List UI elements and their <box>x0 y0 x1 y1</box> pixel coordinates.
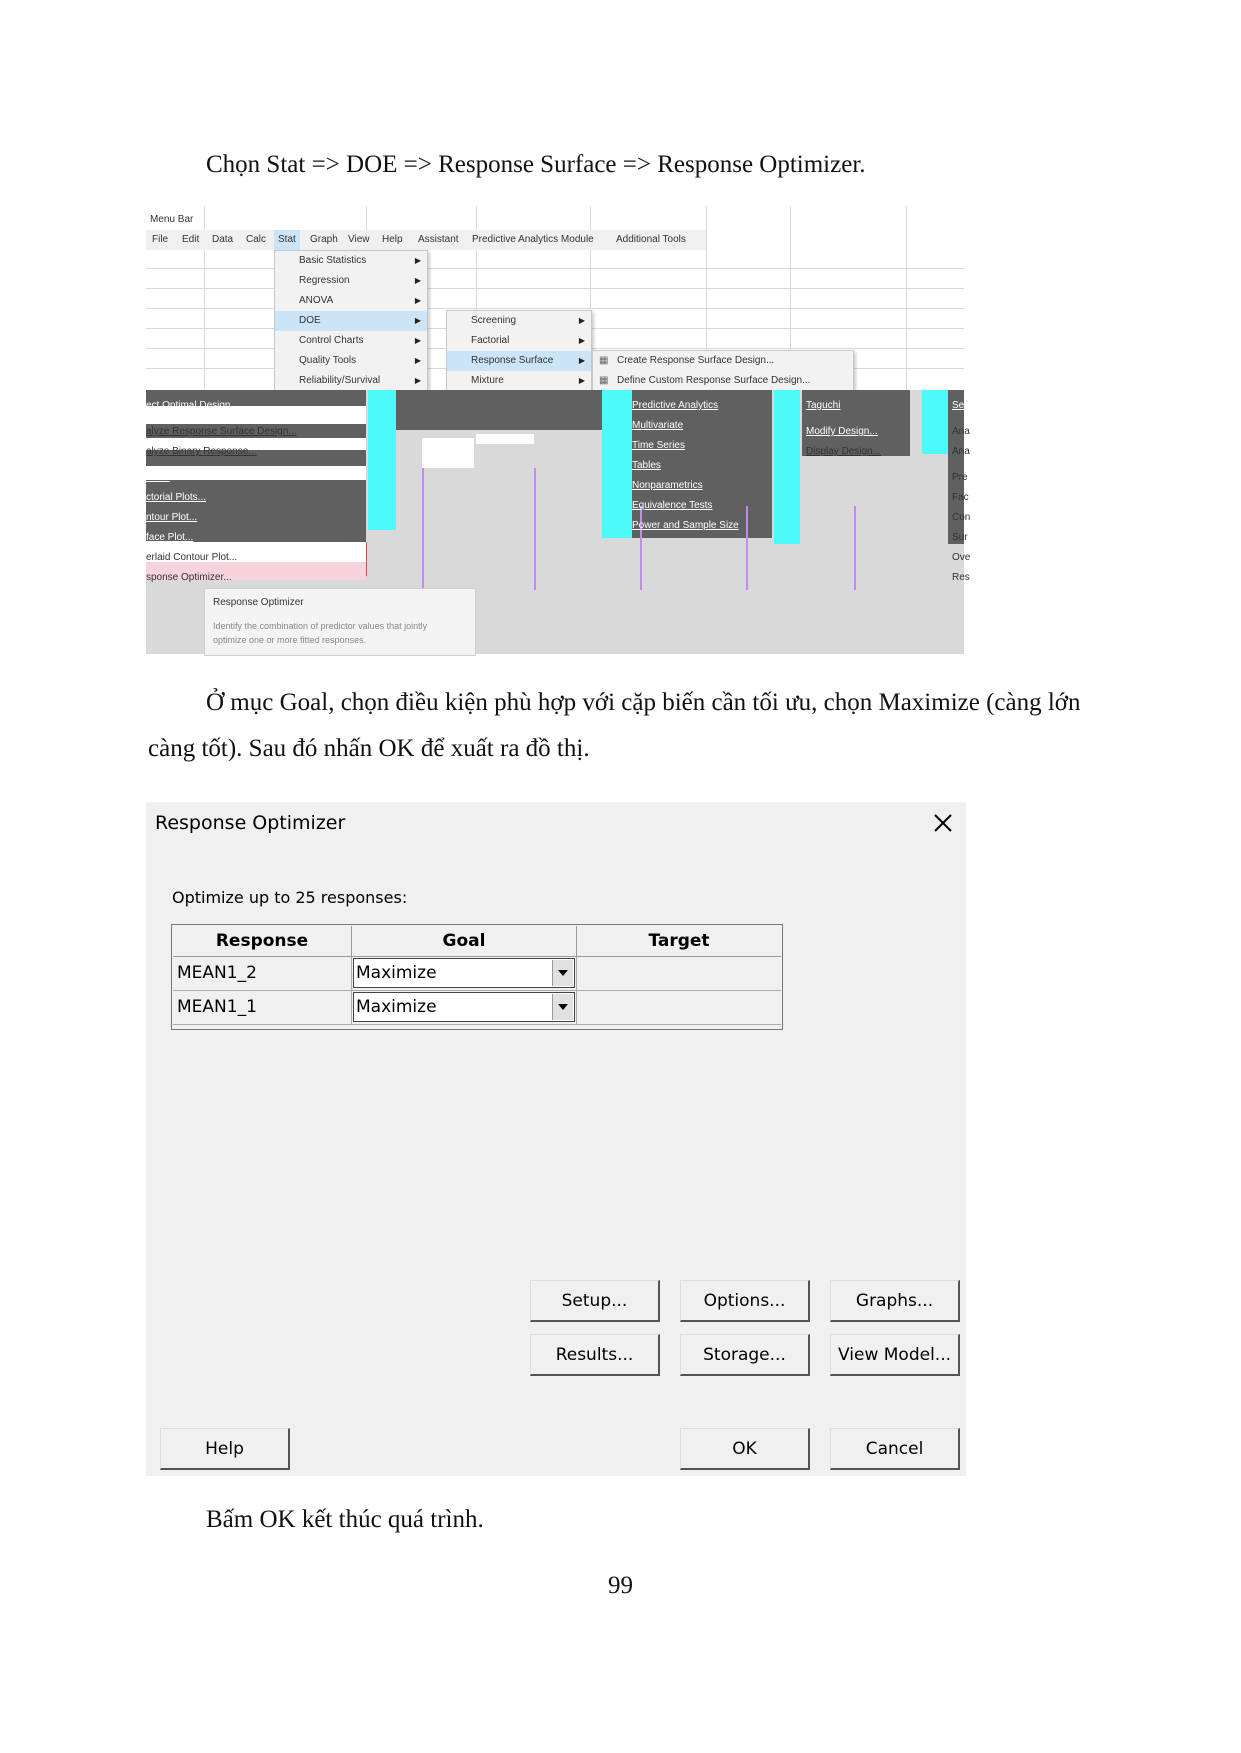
glitch-item: ect Optimal Design... <box>146 400 239 411</box>
table-cell-goal <box>352 957 577 991</box>
glitch-item: Taguchi <box>806 400 841 411</box>
glitch-item: Nonparametrics <box>632 480 703 491</box>
column-header-goal: Goal <box>352 926 577 957</box>
help-button[interactable]: Help <box>160 1428 290 1470</box>
menu-file[interactable]: File <box>152 234 169 245</box>
menu-assistant[interactable]: Assistant <box>418 234 459 245</box>
menu-graph[interactable]: Graph <box>310 234 338 245</box>
glitch-item: Modify Design... <box>806 426 878 437</box>
minitab-menu-screenshot <box>146 206 971 654</box>
column-header-target: Target <box>577 926 781 957</box>
menu-predictive-analytics[interactable]: Predictive Analytics Module <box>472 234 594 245</box>
goal-select[interactable]: Maximize <box>353 992 575 1022</box>
menu-calc[interactable]: Calc <box>246 234 267 245</box>
stat-item-basic-statistics[interactable]: Basic Statistics ▶ <box>299 255 421 266</box>
glitch-item: ctorial Plots... <box>146 492 207 503</box>
cancel-button[interactable]: Cancel <box>830 1428 960 1470</box>
setup-button[interactable]: Setup... <box>530 1280 660 1322</box>
glitch-item: Equivalence Tests <box>632 500 713 511</box>
glitch-item: Time Series <box>632 440 685 451</box>
responses-table <box>171 924 783 1030</box>
glitch-edge: Con <box>952 512 971 523</box>
graphs-button[interactable]: Graphs... <box>830 1280 960 1322</box>
menubar-title: Menu Bar <box>150 214 194 225</box>
menu-edit[interactable]: Edit <box>182 234 200 245</box>
chevron-down-icon[interactable] <box>552 994 573 1020</box>
glitch-edge: Sur <box>952 532 968 543</box>
doe-submenu <box>446 310 592 402</box>
glitch-item: Multivariate <box>632 420 684 431</box>
stat-item-regression[interactable]: Regression ▶ <box>299 275 421 286</box>
stat-item-quality-tools[interactable]: Quality Tools ▶ <box>299 355 421 366</box>
target-input[interactable] <box>577 991 781 1025</box>
glitch-item: Predictive Analytics <box>632 400 719 411</box>
rs-item-create-design[interactable]: ▦ Create Response Surface Design... <box>593 351 853 371</box>
ok-button[interactable]: OK <box>680 1428 810 1470</box>
results-button[interactable]: Results... <box>530 1334 660 1376</box>
dialog-titlebar <box>146 802 966 846</box>
menu-data[interactable]: Data <box>212 234 234 245</box>
glitch-item: dict... <box>146 472 170 483</box>
doe-item-screening[interactable]: Screening ▶ <box>471 315 585 326</box>
table-cell-response: MEAN1_2 <box>173 957 352 991</box>
menu-view[interactable]: View <box>348 234 370 245</box>
grid-icon: ▦ <box>599 375 609 386</box>
menu-additional-tools[interactable]: Additional Tools <box>616 234 686 245</box>
view-model-button[interactable]: View Model... <box>830 1334 960 1376</box>
glitch-edge: Pre <box>952 472 968 483</box>
glitch-item: Power and Sample Size <box>632 520 739 531</box>
target-input[interactable] <box>577 957 781 991</box>
storage-button[interactable]: Storage... <box>680 1334 810 1376</box>
stat-item-reliability-survival[interactable]: Reliability/Survival ▶ <box>299 375 421 386</box>
glitch-item: Display Design... <box>806 446 882 457</box>
glitch-item: alyze Binary Response... <box>146 446 257 457</box>
doe-item-factorial[interactable]: Factorial ▶ <box>471 335 585 346</box>
glitch-edge: Ove <box>952 552 971 563</box>
glitch-item: alyze Response Surface Design... <box>146 426 297 437</box>
response-optimizer-dialog <box>146 802 966 1476</box>
stat-item-doe[interactable]: DOE ▶ <box>275 311 427 331</box>
options-button[interactable]: Options... <box>680 1280 810 1322</box>
instruction-paragraph-3: Bấm OK kết thúc quá trình. <box>206 1506 484 1533</box>
stat-menu <box>274 250 428 402</box>
table-cell-goal <box>352 991 577 1025</box>
glitch-item: face Plot... <box>146 532 194 543</box>
tooltip-description: Identify the combination of predictor values that jointly optimize one or more fitted responses. <box>213 621 428 645</box>
optimize-label: Optimize up to 25 responses: <box>172 888 408 907</box>
glitch-edge: Sel <box>952 400 967 411</box>
glitch-item: ntour Plot... <box>146 512 198 523</box>
tooltip-title: Response Optimizer <box>213 597 304 608</box>
stat-item-control-charts[interactable]: Control Charts ▶ <box>299 335 421 346</box>
menu-help[interactable]: Help <box>382 234 403 245</box>
page-number: 99 <box>608 1572 633 1599</box>
rs-item-define-custom-design[interactable]: ▦ Define Custom Response Surface Design... <box>593 371 853 391</box>
grid-icon: ▦ <box>599 355 609 366</box>
column-header-response: Response <box>173 926 352 957</box>
glitch-edge: Fac <box>952 492 969 503</box>
glitch-item-response-optimizer[interactable]: sponse Optimizer... <box>146 572 232 583</box>
glitch-item: erlaid Contour Plot... <box>146 552 238 563</box>
glitch-edge: Ana <box>952 446 970 457</box>
glitch-edge: Res <box>952 572 970 583</box>
doe-item-response-surface[interactable]: Response Surface ▶ <box>447 351 591 371</box>
close-icon[interactable] <box>928 808 958 838</box>
table-cell-response: MEAN1_1 <box>173 991 352 1025</box>
menu-stat[interactable]: Stat <box>274 230 300 250</box>
stat-item-anova[interactable]: ANOVA ▶ <box>299 295 421 306</box>
doe-item-mixture[interactable]: Mixture ▶ <box>471 375 585 386</box>
dialog-title: Response Optimizer <box>155 812 346 834</box>
glitch-item: Tables <box>632 460 661 471</box>
response-optimizer-tooltip <box>204 588 476 656</box>
glitch-edge: Ana <box>952 426 970 437</box>
chevron-down-icon[interactable] <box>552 960 573 986</box>
instruction-paragraph-2: Ở mục Goal, chọn điều kiện phù hợp với cặp biến cần tối ưu, chọn Maximize (càng lớn càng tốt). Sau đó nhấn OK để xuất ra đồ thị. <box>148 689 1081 762</box>
menu-bar <box>146 230 706 250</box>
instruction-paragraph-1: Chọn Stat => DOE => Response Surface => Response Optimizer. <box>206 151 866 178</box>
goal-select[interactable]: Maximize <box>353 958 575 988</box>
